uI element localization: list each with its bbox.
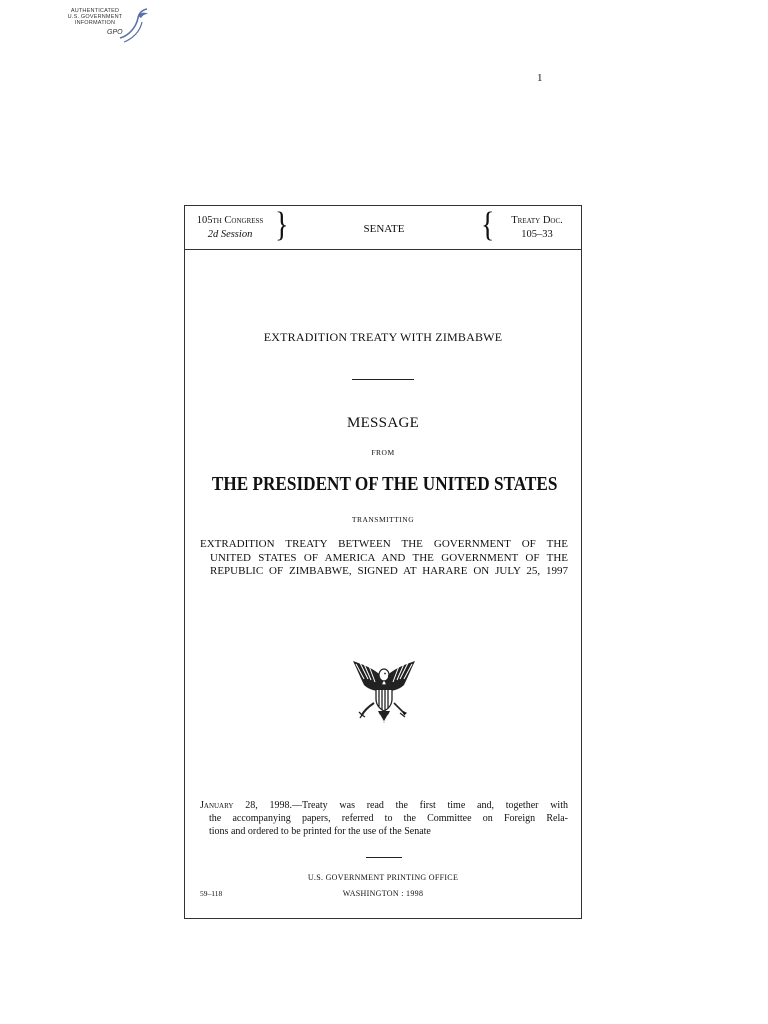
treaty-description [200, 538, 568, 579]
congress-session [190, 214, 270, 242]
left-brace-icon: { [481, 206, 495, 245]
gpo-logo-line: INFORMATION [74, 20, 116, 27]
from-label: FROM [371, 448, 395, 457]
president-heading: THE PRESIDENT OF THE UNITED STATES [211, 473, 558, 495]
treaty-doc-id: 105–33 [521, 229, 553, 240]
gpo-logo-abbr: GPO [107, 29, 123, 36]
description-line: UNITED STATES OF AMERICA AND THE GOVERNMENT OF THE [210, 551, 568, 564]
right-brace-icon: } [275, 206, 289, 245]
note-line-3: tions and ordered to be printed for the use of the Senate [209, 826, 431, 837]
session-number: 2d Session [207, 229, 253, 240]
congress-number: 105th Congress [196, 215, 264, 226]
treaty-doc-label: Treaty Doc. [511, 215, 563, 226]
note-line [200, 799, 568, 812]
printing-office: U.S. GOVERNMENT PRINTING OFFICE [307, 873, 459, 882]
treaty-doc-number [498, 214, 576, 242]
footer-divider [366, 857, 402, 858]
gpo-authentication-logo [60, 6, 150, 46]
description-line: REPUBLIC OF ZIMBABWE, SIGNED AT HARARE ON JULY 25, 1997 [210, 565, 568, 577]
description-line: EXTRADITION TREATY BETWEEN THE GOVERNMENT OF THE [200, 538, 568, 550]
eagle-seal-icon [350, 655, 418, 727]
transmitting-label: TRANSMITTING [351, 515, 415, 524]
note-line-2: the accompanying papers, referred to the Committee on Foreign Rela- [209, 813, 568, 824]
gpo-logo-line: U.S. GOVERNMENT [67, 14, 123, 21]
eagle-swoosh-icon [116, 6, 150, 46]
message-heading: MESSAGE [346, 415, 420, 431]
document-title: EXTRADITION TREATY WITH ZIMBABWE [263, 330, 503, 344]
gpo-logo-line: AUTHENTICATED [70, 8, 120, 14]
note-date: January [200, 800, 234, 811]
chamber-name: SENATE [363, 223, 405, 235]
title-divider [352, 379, 414, 380]
note-line-1: 28, 1998.—Treaty was read the first time and, together with [233, 800, 568, 811]
referral-note [200, 799, 568, 838]
page-number: 1 [537, 72, 543, 84]
header-divider [184, 249, 582, 250]
jacket-number: 59–118 [200, 889, 223, 898]
place-and-year: WASHINGTON : 1998 [342, 889, 424, 898]
